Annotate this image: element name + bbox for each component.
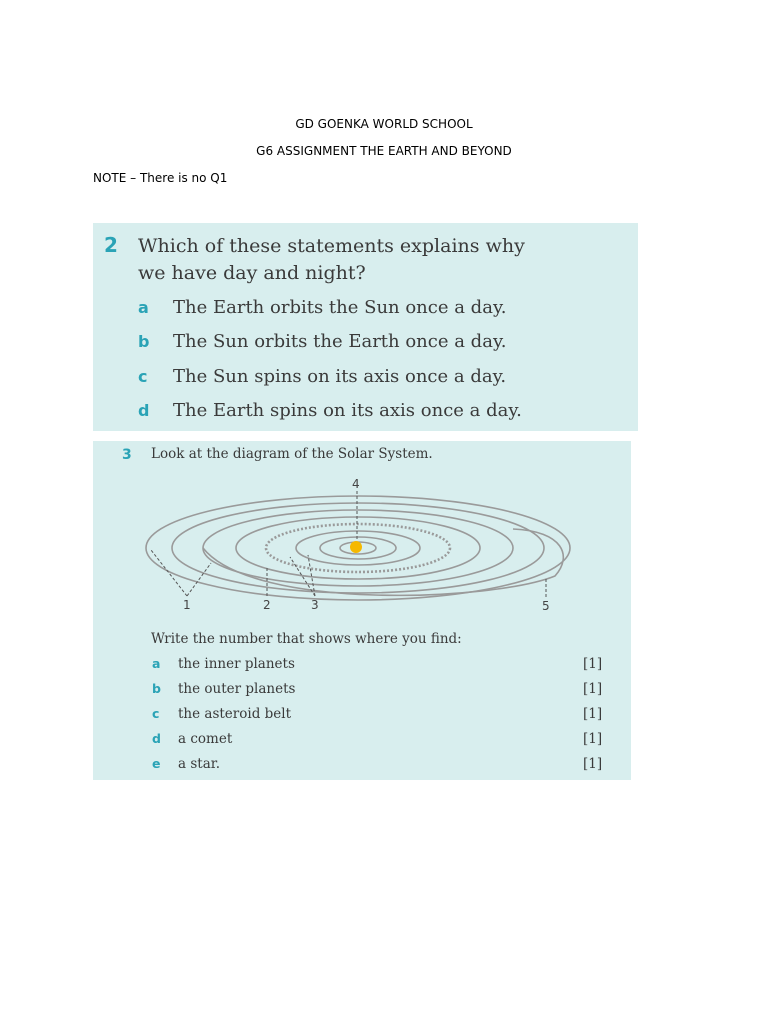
- item-text: a star.: [178, 756, 221, 772]
- question-2-number: 2: [104, 233, 118, 257]
- item-b: [152, 681, 296, 697]
- item-c: [152, 706, 291, 722]
- option-c: [138, 366, 507, 387]
- item-text: the inner planets: [178, 656, 295, 672]
- note-text: NOTE – There is no Q1: [93, 171, 228, 185]
- question-3-panel: [93, 441, 631, 780]
- diagram-label-2: 2: [263, 598, 271, 612]
- option-text: The Earth orbits the Sun once a day.: [173, 297, 507, 318]
- sun-icon: [350, 541, 362, 553]
- item-mark: [1]: [583, 656, 603, 672]
- item-letter: e: [152, 756, 161, 771]
- solar-system-diagram: [93, 471, 631, 616]
- item-e: [152, 756, 221, 772]
- item-mark: [1]: [583, 706, 603, 722]
- question-3-intro: Look at the diagram of the Solar System.: [151, 446, 433, 462]
- school-name: GD GOENKA WORLD SCHOOL: [295, 117, 473, 131]
- diagram-label-4: 4: [352, 477, 360, 491]
- diagram-label-5: 5: [542, 599, 550, 613]
- item-text: the asteroid belt: [178, 706, 291, 722]
- question-2-line-2: we have day and night?: [138, 262, 366, 284]
- item-text: the outer planets: [178, 681, 296, 697]
- item-letter: c: [152, 706, 160, 721]
- item-letter: d: [152, 731, 161, 746]
- option-text: The Earth spins on its axis once a day.: [173, 400, 522, 421]
- option-a: [138, 297, 507, 318]
- diagram-label-3: 3: [311, 598, 319, 612]
- option-letter: d: [138, 401, 150, 420]
- item-d: [152, 731, 233, 747]
- diagram-label-1: 1: [183, 598, 191, 612]
- question-3-instruction: Write the number that shows where you find:: [151, 631, 462, 647]
- item-letter: a: [152, 656, 161, 671]
- question-2-line-1: Which of these statements explains why: [138, 235, 525, 257]
- question-2-text: [138, 233, 628, 287]
- option-letter: b: [138, 332, 150, 351]
- assignment-title: G6 ASSIGNMENT THE EARTH AND BEYOND: [256, 144, 512, 158]
- option-text: The Sun orbits the Earth once a day.: [173, 331, 507, 352]
- question-2-panel: [93, 223, 638, 431]
- item-mark: [1]: [583, 756, 603, 772]
- item-a: [152, 656, 295, 672]
- option-d: [138, 400, 522, 421]
- option-b: [138, 331, 507, 352]
- item-letter: b: [152, 681, 161, 696]
- option-text: The Sun spins on its axis once a day.: [173, 366, 507, 387]
- item-mark: [1]: [583, 731, 603, 747]
- question-3-number: 3: [122, 447, 132, 463]
- item-mark: [1]: [583, 681, 603, 697]
- option-letter: c: [138, 367, 148, 386]
- option-letter: a: [138, 298, 149, 317]
- item-text: a comet: [178, 731, 233, 747]
